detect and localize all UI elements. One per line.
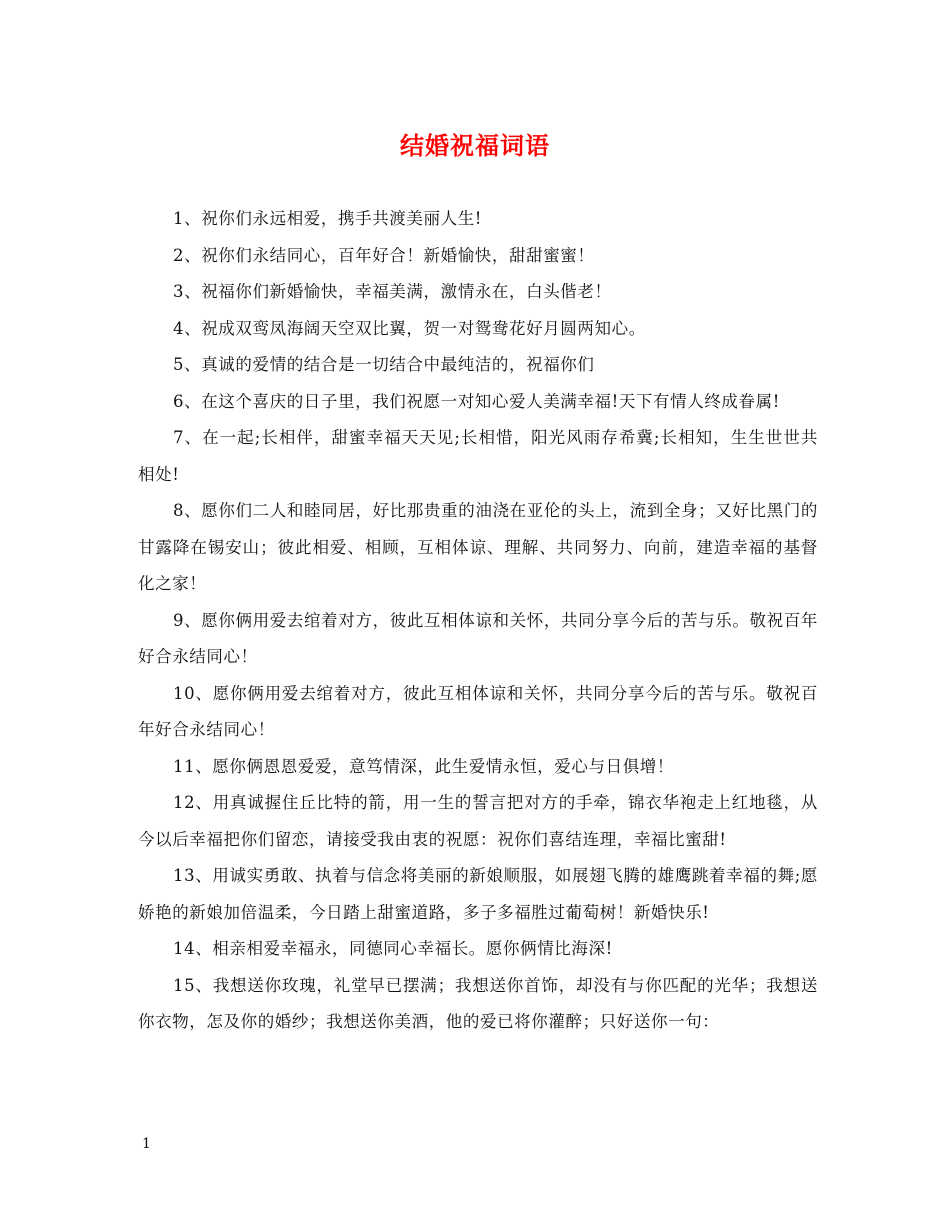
document-title: 结婚祝福词语 — [400, 131, 550, 160]
paragraph-9: 9、愿你俩用爱去绾着对方，彼此互相体谅和关怀，共同分享今后的苦与乐。敬祝百年好合永结同心！ — [138, 610, 818, 666]
paragraph-10: 10、愿你俩用爱去绾着对方，彼此互相体谅和关怀，共同分享今后的苦与乐。敬祝百年好合永结同心！ — [138, 683, 818, 739]
paragraph-14: 14、相亲相爱幸福永，同德同心幸福长。愿你俩情比海深! — [173, 939, 613, 958]
paragraph-8: 8、愿你们二人和睦同居，好比那贵重的油浇在亚伦的头上，流到全身；又好比黑门的甘露降在锡安山；彼此相爱、相顾，互相体谅、理解、共同努力、向前，建造幸福的基督化之家！ — [138, 501, 818, 593]
paragraph-2: 2、祝你们永结同心，百年好合！新婚愉快，甜甜蜜蜜！ — [173, 245, 595, 265]
paragraph-7: 7、在一起;长相伴，甜蜜幸福天天见;长相惜，阳光风雨存希冀;长相知，生生世世共相处! — [138, 428, 818, 484]
paragraph-3: 3、祝福你们新婚愉快，幸福美满，激情永在，白头偕老！ — [173, 282, 612, 301]
paragraph-13: 13、用诚实勇敢、执着与信念将美丽的新娘顺服，如展翅飞腾的雄鹰跳着幸福的舞;愿娇艳的新娘加倍温柔，今日踏上甜蜜道路，多子多福胜过葡萄树！新婚快乐! — [138, 866, 818, 922]
paragraph-1: 1、祝你们永远相爱，携手共渡美丽人生! — [173, 209, 483, 228]
paragraph-5: 5、真诚的爱情的结合是一切结合中最纯洁的，祝福你们 — [173, 355, 595, 374]
paragraph-6: 6、在这个喜庆的日子里，我们祝愿一对知心爱人美满幸福!天下有情人终成眷属! — [173, 391, 780, 411]
paragraph-12: 12、用真诚握住丘比特的箭，用一生的誓言把对方的手牵，锦衣华袍走上红地毯，从今以后幸福把你们留恋，请接受我由衷的祝愿：祝你们喜结连理，幸福比蜜甜! — [138, 793, 818, 849]
paragraph-15: 15、我想送你玫瑰，礼堂早已摆满；我想送你首饰，却没有与你匹配的光华；我想送你衣物，怎及你的婚纱；我想送你美酒，他的爱已将你灌醉；只好送你一句： — [138, 975, 818, 1031]
paragraph-4: 4、祝成双鸾凤海阔天空双比翼，贺一对鸳鸯花好月圆两知心。 — [173, 318, 646, 338]
document-body — [138, 201, 818, 1041]
paragraph-11: 11、愿你俩恩恩爱爱，意笃情深，此生爱情永恒，爱心与日俱增！ — [173, 756, 674, 776]
page-number: 1 — [142, 1136, 151, 1152]
